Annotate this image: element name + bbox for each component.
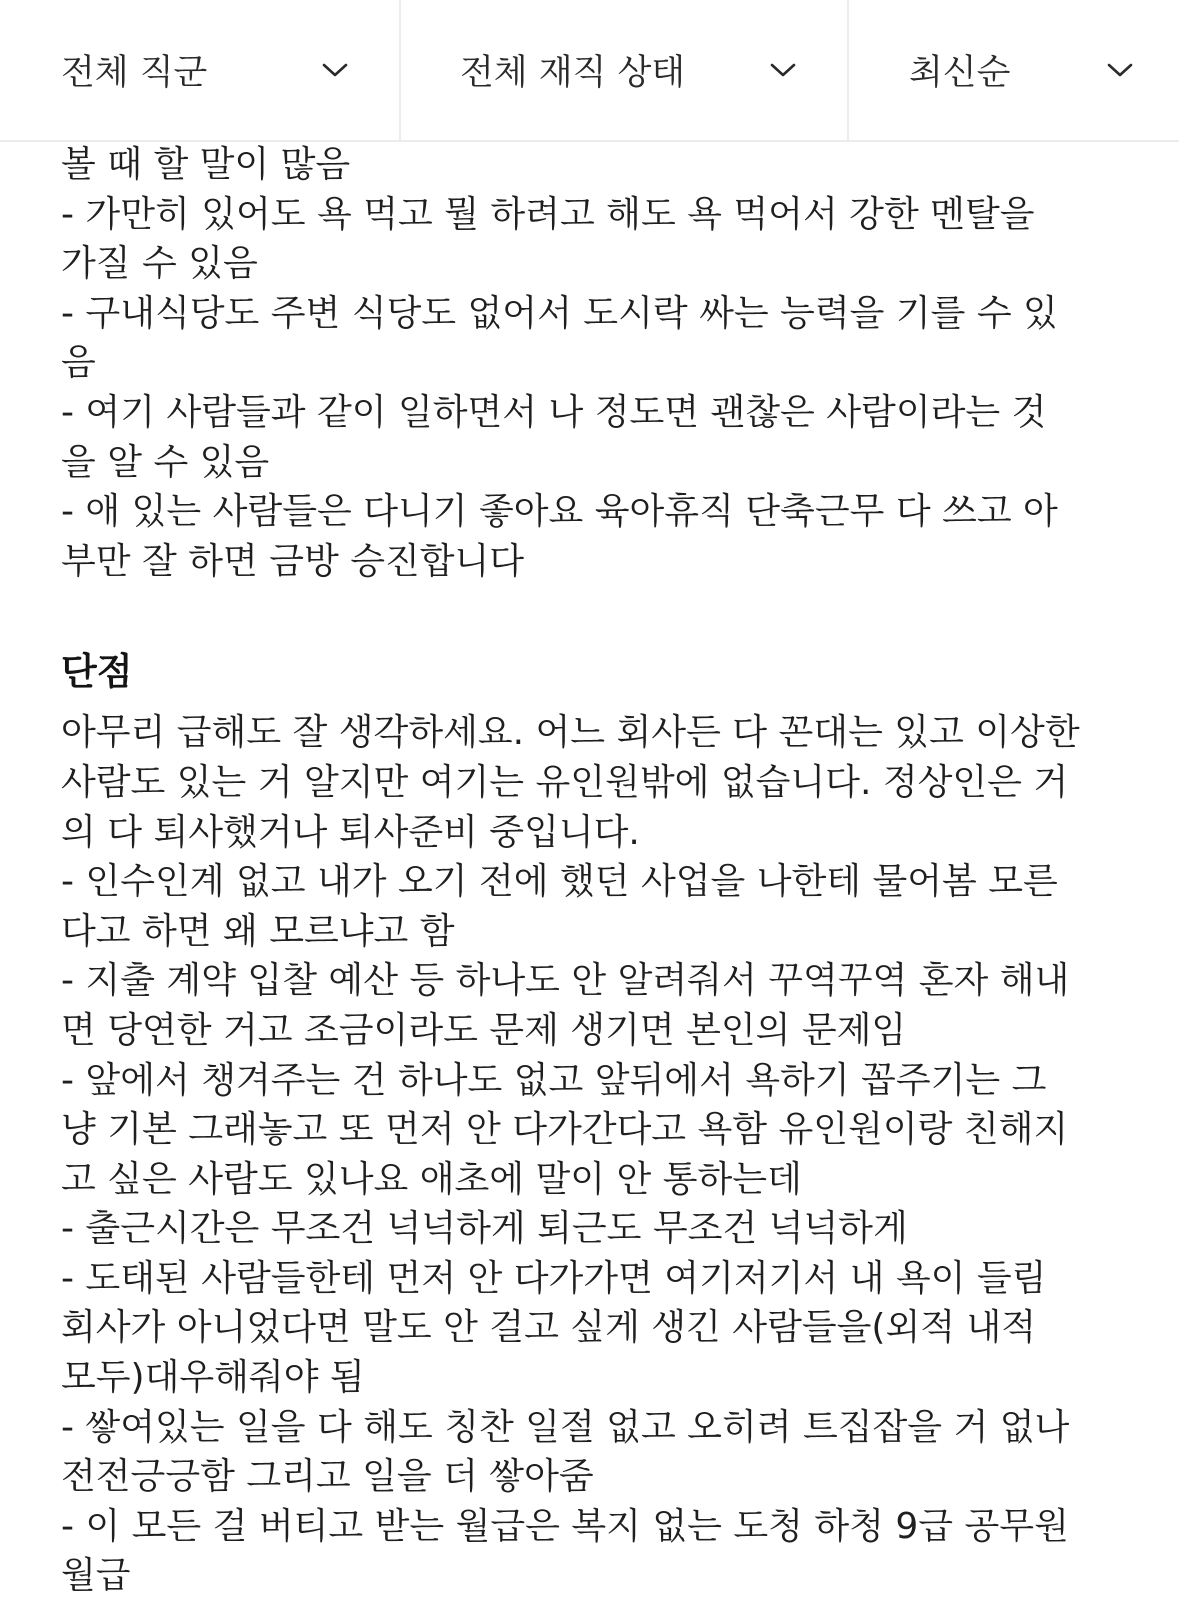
review-text-line: 모두)대우해줘야 됨: [61, 1357, 365, 1399]
employment-status-filter-label: 전체 재직 상태: [460, 53, 686, 93]
review-text-line: 가질 수 있음: [61, 243, 258, 285]
review-text-line: 냥 기본 그래놓고 또 먼저 안 다가간다고 욕함 유인원이랑 친해지: [61, 1109, 1069, 1151]
cons-section: [61, 708, 1141, 1601]
pros-section-continued: [61, 140, 1141, 586]
review-text-line: - 쌓여있는 일을 다 해도 칭찬 일절 없고 오히려 트집잡을 거 없나: [61, 1406, 1070, 1448]
review-text-line: 음: [61, 342, 96, 384]
sort-order-filter[interactable]: [847, 0, 1179, 140]
review-text-line: 아무리 급해도 잘 생각하세요. 어느 회사든 다 꼰대는 있고 이상한: [61, 712, 1080, 754]
filter-bar: [0, 0, 1179, 142]
review-text-line: 고 싶은 사람도 있나요 애초에 말이 안 통하는데: [61, 1158, 802, 1200]
review-text-line: - 구내식당도 주변 식당도 없어서 도시락 싸는 능력을 기를 수 있: [61, 292, 1058, 334]
chevron-down-icon: [1106, 56, 1134, 84]
review-text-line: 전전긍긍함 그리고 일을 더 쌓아줌: [61, 1456, 594, 1498]
chevron-down-icon: [321, 56, 349, 84]
review-text-line: - 도태된 사람들한테 먼저 안 다가가면 여기저기서 내 욕이 들림: [61, 1257, 1047, 1299]
review-text-line: 회사가 아니었다면 말도 안 걸고 싶게 생긴 사람들을(외적 내적: [61, 1307, 1036, 1349]
review-text-line: 사람도 있는 거 알지만 여기는 유인원밖에 없습니다. 정상인은 거: [61, 761, 1069, 803]
review-text-line: 을 알 수 있음: [61, 441, 270, 483]
review-text-line: - 앞에서 챙겨주는 건 하나도 없고 앞뒤에서 욕하기 꼽주기는 그: [61, 1059, 1047, 1101]
review-text-line: - 여기 사람들과 같이 일하면서 나 정도면 괜찮은 사람이라는 것: [61, 391, 1047, 433]
cons-section-title: 단점: [61, 650, 133, 694]
review-text-line: 볼 때 할 말이 많음: [61, 144, 351, 185]
review-text-line: 월급: [61, 1555, 131, 1597]
sort-order-filter-label: 최신순: [909, 53, 1011, 93]
review-text-line: - 인수인계 없고 내가 오기 전에 했던 사업을 나한테 물어봄 모른: [61, 861, 1058, 903]
review-text-line: - 출근시간은 무조건 넉넉하게 퇴근도 무조건 넉넉하게: [61, 1208, 908, 1250]
review-text-line: - 애 있는 사람들은 다니기 좋아요 육아휴직 단축근무 다 쓰고 아: [61, 491, 1058, 533]
review-text-line: 면 당연한 거고 조금이라도 문제 생기면 본인의 문제임: [61, 1009, 907, 1051]
review-text-line: 다고 하면 왜 모르냐고 함: [61, 910, 455, 952]
employment-status-filter[interactable]: [399, 0, 847, 140]
review-text-line: - 이 모든 걸 버티고 받는 월급은 복지 없는 도청 하청 9급 공무원: [61, 1505, 1069, 1547]
review-body: [61, 140, 1141, 1601]
chevron-down-icon: [769, 56, 797, 84]
review-text-line: 부만 잘 하면 금방 승진합니다: [61, 540, 525, 582]
review-text-line: - 가만히 있어도 욕 먹고 뭘 하려고 해도 욕 먹어서 강한 멘탈을: [61, 193, 1035, 235]
review-text-line: 의 다 퇴사했거나 퇴사준비 중입니다.: [61, 811, 640, 853]
review-text-line: - 지출 계약 입찰 예산 등 하나도 안 알려줘서 꾸역꾸역 혼자 해내: [61, 960, 1070, 1002]
job-group-filter-label: 전체 직군: [61, 53, 208, 93]
job-group-filter[interactable]: [0, 0, 399, 140]
